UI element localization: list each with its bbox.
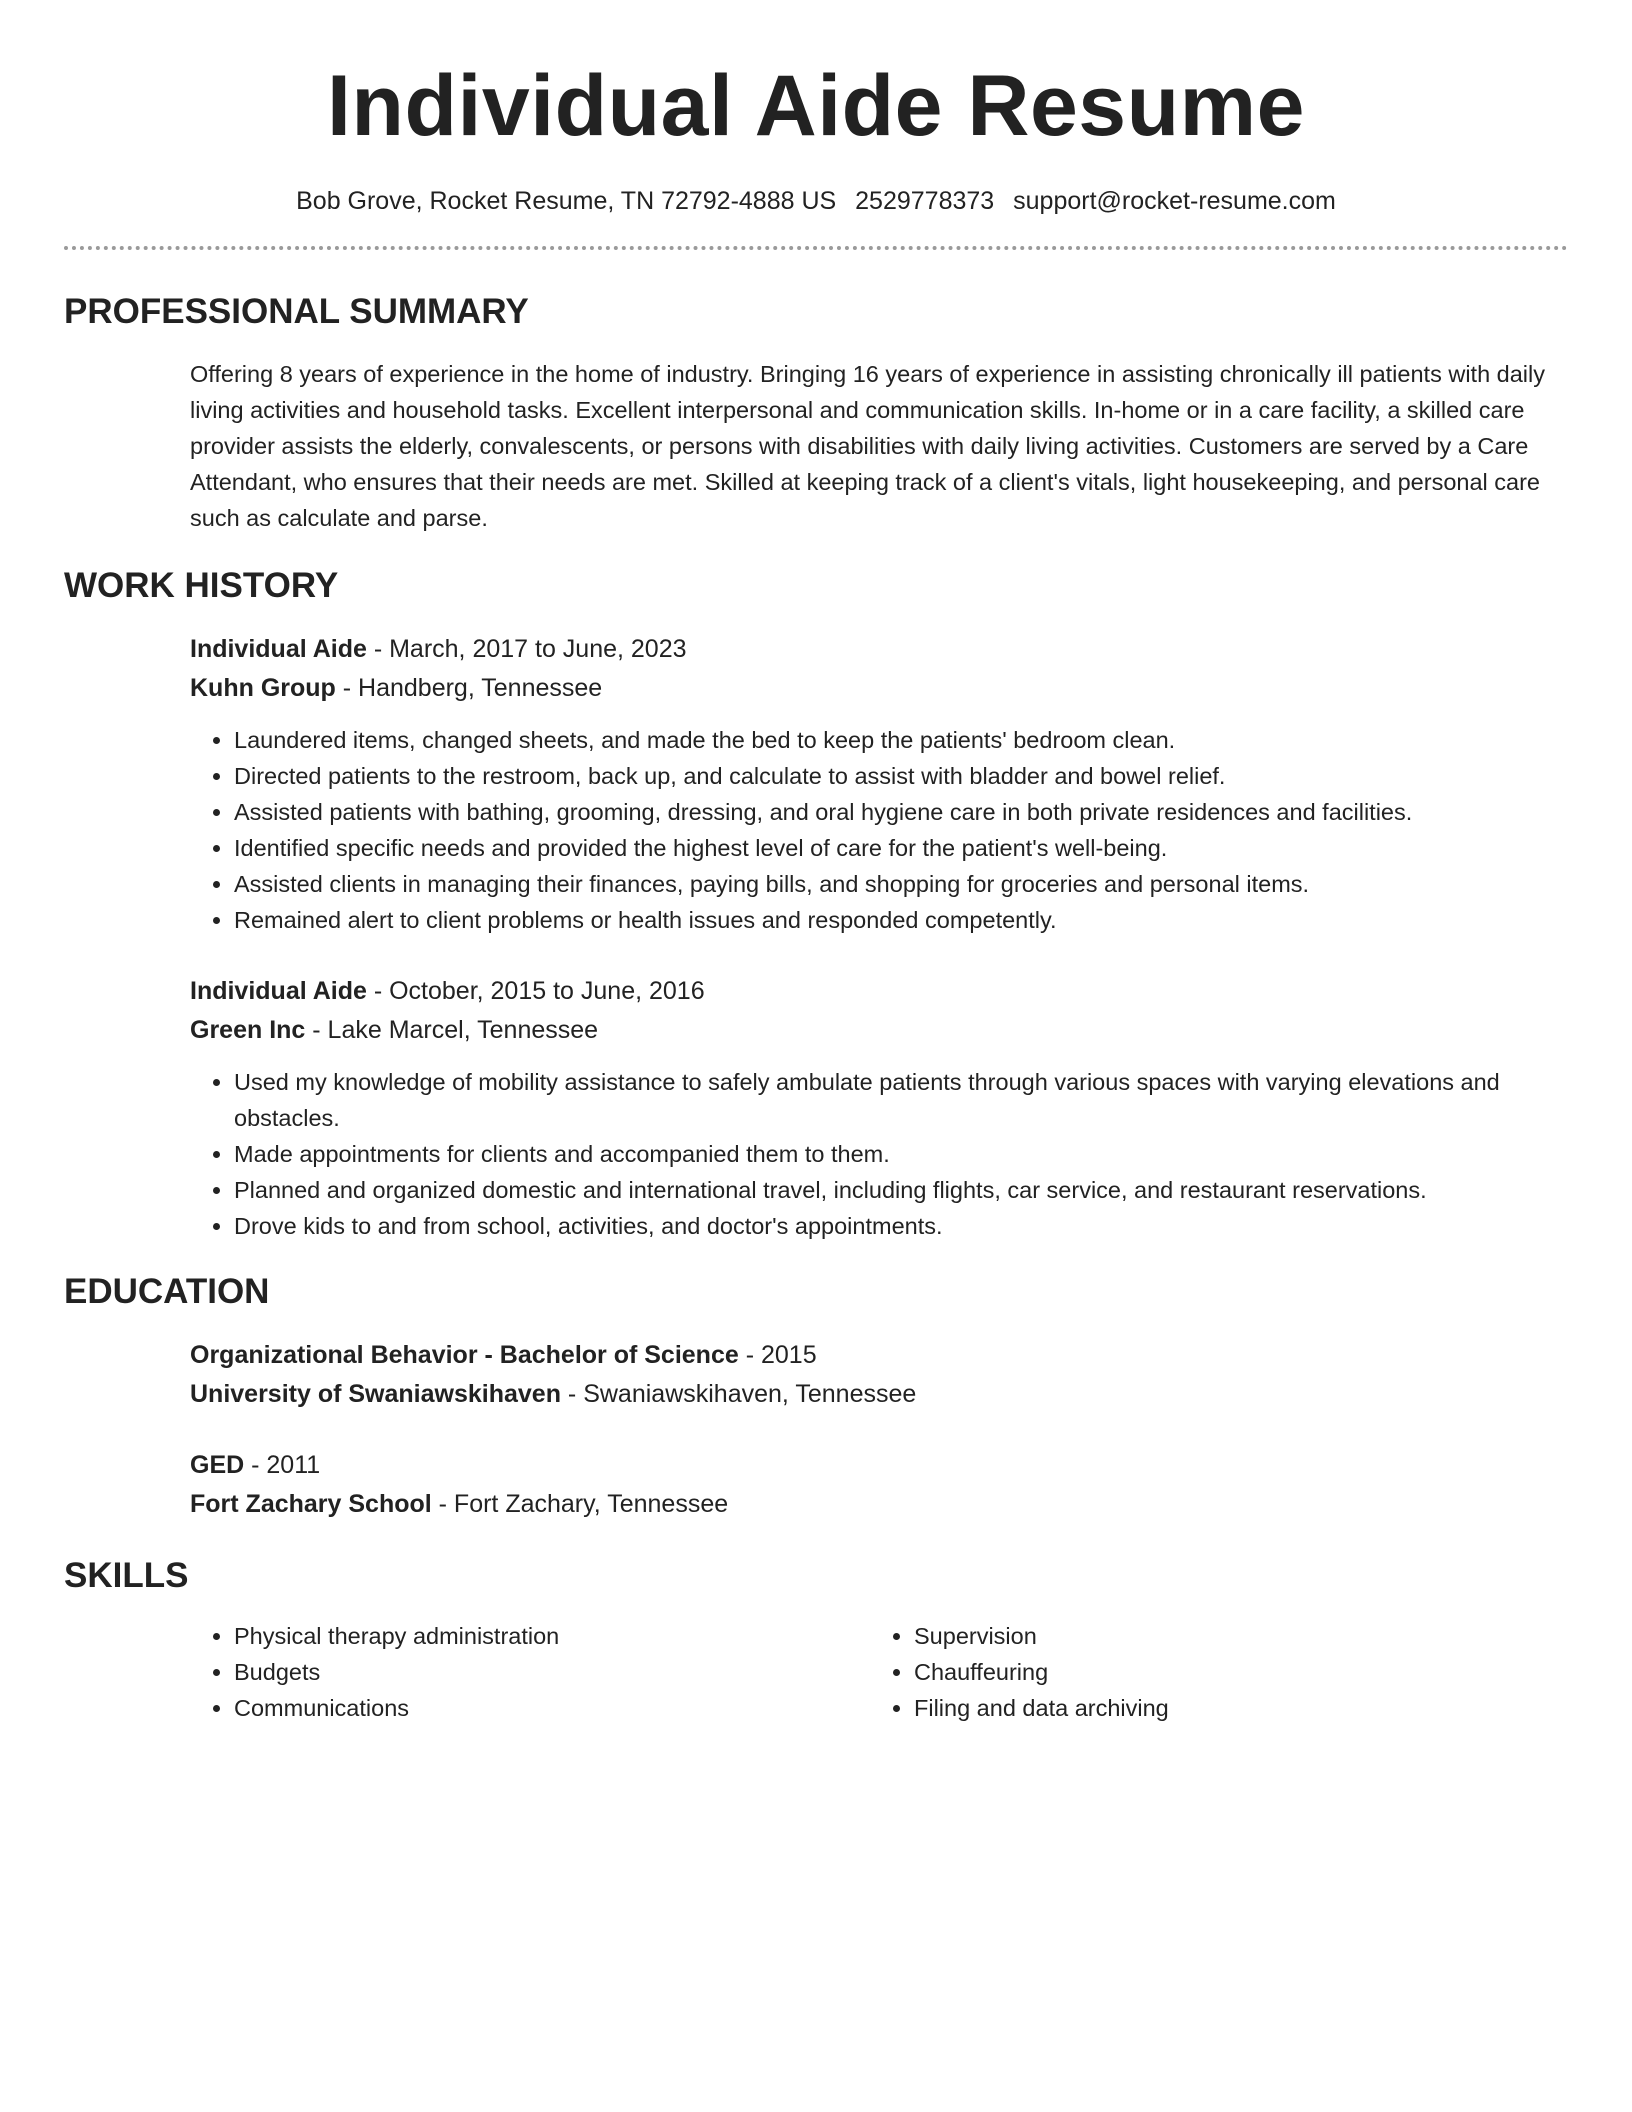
- skill-item: • Communications: [234, 1690, 870, 1726]
- contact-address: Bob Grove, Rocket Resume, TN 72792-4888 US: [296, 187, 837, 215]
- list-item: • Made appointments for clients and accompanied them to them.: [234, 1136, 1568, 1172]
- education-year: - 2015: [738, 1341, 817, 1369]
- contact-line: [64, 184, 1568, 218]
- education-degree: GED: [190, 1451, 245, 1479]
- skill-item: • Chauffeuring: [914, 1654, 1550, 1690]
- job-entry: [190, 972, 1568, 1244]
- resume-title: Individual Aide Resume: [327, 58, 1305, 154]
- education-school-line: [190, 1375, 1568, 1414]
- list-item: • Planned and organized domestic and international travel, including flights, car service, and restaurant reservations.: [234, 1172, 1568, 1208]
- job-dates: - March, 2017 to June, 2023: [366, 635, 687, 663]
- job-dates: - October, 2015 to June, 2016: [366, 977, 705, 1005]
- skill-item: • Physical therapy administration: [234, 1618, 870, 1654]
- resume-header: [64, 0, 1568, 218]
- section-heading: WORK HISTORY: [64, 566, 339, 605]
- education-entry: [190, 1336, 1568, 1414]
- skill-item: • Filing and data archiving: [914, 1690, 1550, 1726]
- section-work-history: [64, 564, 1568, 1244]
- job-location: - Lake Marcel, Tennessee: [305, 1016, 599, 1044]
- list-item: • Assisted patients with bathing, grooming, dressing, and oral hygiene care in both private residences and facilities.: [234, 794, 1568, 830]
- job-bullets: [190, 722, 1568, 938]
- job-title: Individual Aide: [190, 635, 367, 663]
- job-company-line: [190, 669, 1568, 708]
- list-item: • Used my knowledge of mobility assistance to safely ambulate patients through various spaces with varying elevations and obstacles.: [234, 1064, 1568, 1136]
- header-divider: [64, 246, 1568, 250]
- list-item: • Laundered items, changed sheets, and made the bed to keep the patients' bedroom clean.: [234, 722, 1568, 758]
- section-heading: EDUCATION: [64, 1272, 270, 1311]
- education-degree-line: [190, 1336, 1568, 1375]
- summary-paragraph: Offering 8 years of experience in the home of industry. Bringing 16 years of experience in assisting chronically ill patients with daily living activities and household tasks. Excellent interpersonal and communication skills. In-home or in a care facility, a skilled care provider assists the elderly, convalescents, or persons with disabilities with daily living activities. Customers are served by a Care Attendant, who ensures that their needs are met. Skilled at keeping track of a client's vitals, light housekeeping, and personal care such as calculate and parse.: [190, 361, 1546, 531]
- contact-email: support@rocket-resume.com: [1013, 187, 1336, 215]
- skill-item: • Budgets: [234, 1654, 870, 1690]
- job-location: - Handberg, Tennessee: [335, 674, 603, 702]
- skills-grid: [190, 1618, 1568, 1726]
- job-bullets: [190, 1064, 1568, 1244]
- job-company: Kuhn Group: [190, 674, 336, 702]
- list-item: • Drove kids to and from school, activities, and doctor's appointments.: [234, 1208, 1568, 1244]
- section-education: [64, 1270, 1568, 1524]
- list-item: • Directed patients to the restroom, back up, and calculate to assist with bladder and bowel relief.: [234, 758, 1568, 794]
- skills-column-right: [870, 1618, 1550, 1726]
- education-location: - Swaniawskihaven, Tennessee: [560, 1380, 917, 1408]
- contact-phone: 2529778373: [855, 187, 995, 215]
- education-location: - Fort Zachary, Tennessee: [431, 1490, 729, 1518]
- section-skills: [64, 1554, 1568, 1726]
- education-entry: [190, 1446, 1568, 1524]
- skills-column-left: [190, 1618, 870, 1726]
- job-company: Green Inc: [190, 1016, 306, 1044]
- education-school: Fort Zachary School: [190, 1490, 432, 1518]
- skill-item: • Supervision: [914, 1618, 1550, 1654]
- section-professional-summary: [64, 290, 1568, 536]
- section-heading: PROFESSIONAL SUMMARY: [64, 292, 529, 331]
- list-item: • Assisted clients in managing their finances, paying bills, and shopping for groceries and personal items.: [234, 866, 1568, 902]
- education-school: University of Swaniawskihaven: [190, 1380, 561, 1408]
- list-item: • Remained alert to client problems or health issues and responded competently.: [234, 902, 1568, 938]
- job-title: Individual Aide: [190, 977, 367, 1005]
- education-year: - 2011: [244, 1451, 321, 1479]
- job-title-line: [190, 972, 1568, 1011]
- job-title-line: [190, 630, 1568, 669]
- section-heading: SKILLS: [64, 1556, 189, 1595]
- education-degree: Organizational Behavior - Bachelor of Science: [190, 1341, 739, 1369]
- education-school-line: [190, 1485, 1568, 1524]
- education-degree-line: [190, 1446, 1568, 1485]
- job-company-line: [190, 1011, 1568, 1050]
- list-item: • Identified specific needs and provided the highest level of care for the patient's well-being.: [234, 830, 1568, 866]
- job-entry: [190, 630, 1568, 938]
